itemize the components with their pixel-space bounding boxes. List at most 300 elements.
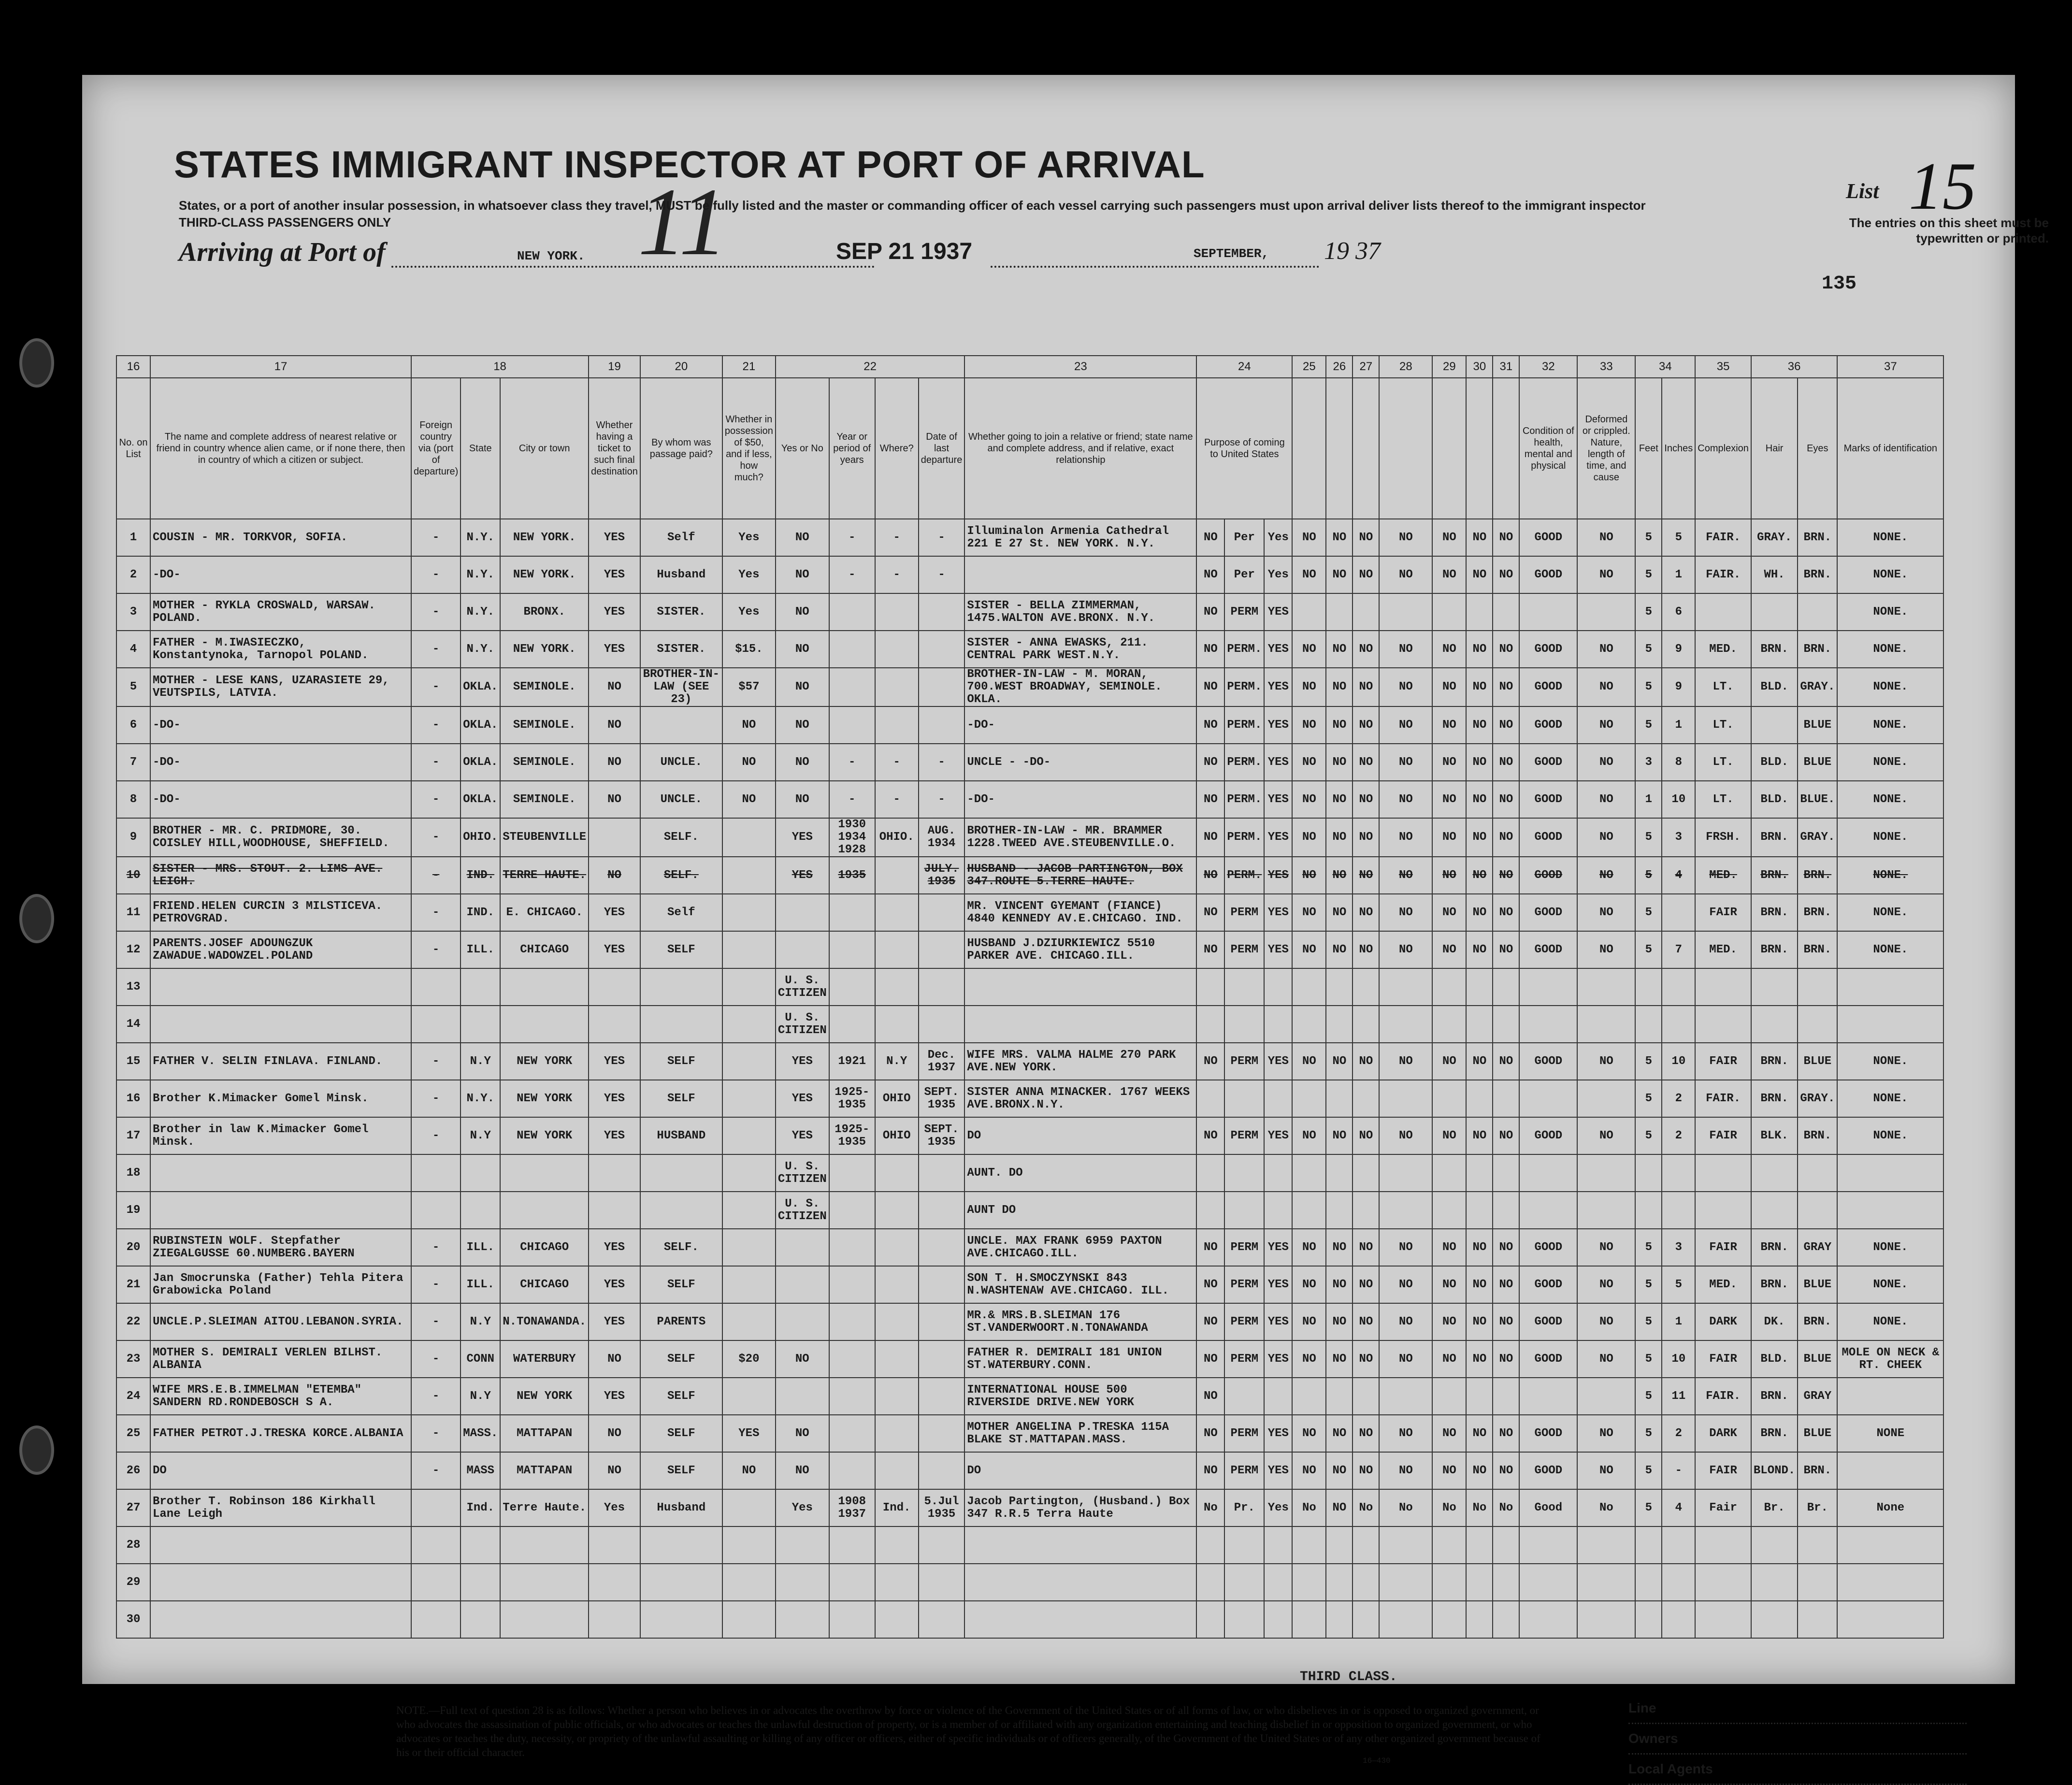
- cell-city: SEMINOLE.: [500, 781, 589, 818]
- cell-before-us: NO: [776, 1415, 829, 1452]
- cell-complexion: FAIR.: [1695, 519, 1751, 556]
- cell-purpose-a: NO: [1196, 1378, 1224, 1415]
- cell-city: SEMINOLE.: [500, 744, 589, 781]
- cell-q30: NO: [1466, 857, 1493, 894]
- cell-row-number: 22: [116, 1303, 150, 1340]
- cell-purpose-a: NO: [1196, 744, 1224, 781]
- cell-where: [875, 1378, 919, 1415]
- cell-date-departure: -: [919, 556, 965, 593]
- manifest-row: [116, 968, 1943, 1006]
- typewritten-note: The entries on this sheet must be typewritten or printed.: [1849, 216, 2049, 245]
- cell-q27: [1353, 1378, 1379, 1415]
- cell-eyes: BRN.: [1798, 631, 1837, 668]
- cell-q30: NO: [1466, 519, 1493, 556]
- cell-year-period: 1908 1937: [829, 1489, 875, 1526]
- cell-condition: [1519, 593, 1577, 631]
- cell-joining: SISTER ANNA MINACKER. 1767 WEEKS AVE.BRONX.N.Y.: [964, 1080, 1196, 1117]
- manifest-sheet: [82, 75, 2049, 1776]
- cell-money: [722, 857, 776, 894]
- cell-eyes: BLUE.: [1798, 781, 1837, 818]
- cell-before-us: YES: [776, 1117, 829, 1154]
- cell-hair: GRAY.: [1751, 519, 1798, 556]
- cell-condition: GOOD: [1519, 1415, 1577, 1452]
- manifest-row: [116, 593, 1943, 631]
- cell-q28: NO: [1379, 894, 1432, 931]
- cell-row-number: 24: [116, 1378, 150, 1415]
- cell-relative-address: [150, 1526, 411, 1564]
- cell-where: [875, 631, 919, 668]
- cell-q27: NO: [1353, 1229, 1379, 1266]
- cell-condition: GOOD: [1519, 1229, 1577, 1266]
- manifest-row: [116, 1192, 1943, 1229]
- cell-q29: NO: [1432, 1303, 1466, 1340]
- cell-height-feet: [1635, 968, 1662, 1006]
- owners-label: Owners: [1628, 1724, 1967, 1755]
- cell-city: SEMINOLE.: [500, 706, 589, 744]
- cell-money: [722, 1601, 776, 1638]
- cell-q30: [1466, 1378, 1493, 1415]
- cell-hair: Br.: [1751, 1489, 1798, 1526]
- cell-q31: [1493, 593, 1519, 631]
- cell-year-period: -: [829, 556, 875, 593]
- cell-q25: [1292, 1526, 1326, 1564]
- cell-height-feet: 5: [1635, 857, 1662, 894]
- cell-where: OHIO: [875, 1117, 919, 1154]
- cell-foreign-country: -: [411, 818, 460, 857]
- cell-passage-paid: [640, 1526, 722, 1564]
- cell-city: CHICAGO: [500, 1229, 589, 1266]
- cell-purpose-c: YES: [1264, 931, 1292, 968]
- cell-eyes: Br.: [1798, 1489, 1837, 1526]
- cell-ticket: YES: [589, 1266, 640, 1303]
- cell-eyes: BRN.: [1798, 857, 1837, 894]
- cell-row-number: 15: [116, 1043, 150, 1080]
- cell-marks: NONE.: [1837, 744, 1943, 781]
- cell-purpose-b: PERM.: [1224, 857, 1264, 894]
- cell-q28: No: [1379, 1489, 1432, 1526]
- list-number: 15: [1909, 149, 1976, 224]
- cell-q30: NO: [1466, 818, 1493, 857]
- cell-city: STEUBENVILLE: [500, 818, 589, 857]
- cell-where: -: [875, 781, 919, 818]
- cell-joining: DO: [964, 1452, 1196, 1489]
- cell-money: NO: [722, 706, 776, 744]
- cell-state: OKLA.: [460, 781, 500, 818]
- cell-passage-paid: SELF: [640, 1266, 722, 1303]
- cell-money: NO: [722, 781, 776, 818]
- cell-q30: NO: [1466, 1229, 1493, 1266]
- cell-ticket: YES: [589, 1229, 640, 1266]
- cell-q25: NO: [1292, 556, 1326, 593]
- cell-q29: [1432, 1006, 1466, 1043]
- cell-joining: HUSBAND J.DZIURKIEWICZ 5510 PARKER AVE. CHICAGO.ILL.: [964, 931, 1196, 968]
- cell-height-feet: 5: [1635, 1489, 1662, 1526]
- cell-year-period: [829, 931, 875, 968]
- cell-state: OHIO.: [460, 818, 500, 857]
- col-number-20: 20: [640, 356, 722, 378]
- cell-money: Yes: [722, 593, 776, 631]
- cell-height-inches: 5: [1662, 1266, 1695, 1303]
- cell-purpose-c: Yes: [1264, 556, 1292, 593]
- cell-q27: NO: [1353, 519, 1379, 556]
- cell-hair: BRN.: [1751, 857, 1798, 894]
- cell-q30: NO: [1466, 556, 1493, 593]
- cell-condition: [1519, 968, 1577, 1006]
- date-dotted-line: [991, 266, 1319, 268]
- cell-date-departure: [919, 1229, 965, 1266]
- cell-before-us: Yes: [776, 1489, 829, 1526]
- month-value: SEPTEMBER,: [1194, 246, 1269, 261]
- cell-foreign-country: -: [411, 556, 460, 593]
- cell-year-period: [829, 1006, 875, 1043]
- cell-q29: [1432, 593, 1466, 631]
- cell-eyes: GRAY: [1798, 1378, 1837, 1415]
- cell-eyes: [1798, 1601, 1837, 1638]
- cell-q31: [1493, 1526, 1519, 1564]
- cell-foreign-country: -: [411, 668, 460, 706]
- cell-purpose-c: YES: [1264, 1452, 1292, 1489]
- cell-q30: [1466, 1192, 1493, 1229]
- cell-where: [875, 706, 919, 744]
- cell-relative-address: Brother T. Robinson 186 Kirkhall Lane Leigh: [150, 1489, 411, 1526]
- cell-marks: NONE.: [1837, 706, 1943, 744]
- cell-relative-address: FATHER V. SELIN FINLAVA. FINLAND.: [150, 1043, 411, 1080]
- header-hair: Hair: [1751, 378, 1798, 519]
- cell-q29: NO: [1432, 1117, 1466, 1154]
- cell-purpose-c: [1264, 1154, 1292, 1192]
- cell-relative-address: DO: [150, 1452, 411, 1489]
- cell-q31: NO: [1493, 1415, 1519, 1452]
- cell-q28: NO: [1379, 1043, 1432, 1080]
- cell-q30: NO: [1466, 1117, 1493, 1154]
- header-deformed: Deformed or crippled. Nature, length of time, and cause: [1577, 378, 1635, 519]
- cell-purpose-b: PERM.: [1224, 744, 1264, 781]
- cell-deformed: NO: [1577, 1117, 1635, 1154]
- cell-q26: [1326, 1564, 1353, 1601]
- cell-q27: NO: [1353, 1303, 1379, 1340]
- cell-state: N.Y: [460, 1378, 500, 1415]
- manifest-row: [116, 818, 1943, 857]
- cell-marks: NONE.: [1837, 894, 1943, 931]
- cell-condition: GOOD: [1519, 744, 1577, 781]
- cell-relative-address: Jan Smocrunska (Father) Tehla Pitera Grabowicka Poland: [150, 1266, 411, 1303]
- cell-row-number: 20: [116, 1229, 150, 1266]
- cell-joining: [964, 1601, 1196, 1638]
- cell-foreign-country: -: [411, 857, 460, 894]
- cell-deformed: [1577, 593, 1635, 631]
- cell-before-us: U. S. CITIZEN: [776, 1006, 829, 1043]
- cell-ticket: YES: [589, 894, 640, 931]
- cell-deformed: [1577, 1601, 1635, 1638]
- cell-passage-paid: SELF: [640, 1043, 722, 1080]
- cell-purpose-b: PERM.: [1224, 706, 1264, 744]
- cell-q28: NO: [1379, 857, 1432, 894]
- cell-where: [875, 1452, 919, 1489]
- cell-q26: NO: [1326, 781, 1353, 818]
- cell-ticket: NO: [589, 744, 640, 781]
- cell-q31: NO: [1493, 781, 1519, 818]
- manifest-row: [116, 631, 1943, 668]
- cell-complexion: FAIR: [1695, 894, 1751, 931]
- cell-q26: [1326, 1006, 1353, 1043]
- manifest-row: [116, 1526, 1943, 1564]
- cell-marks: [1837, 1526, 1943, 1564]
- cell-city: NEW YORK.: [500, 556, 589, 593]
- cell-row-number: 28: [116, 1526, 150, 1564]
- cell-ticket: NO: [589, 706, 640, 744]
- cell-height-inches: -: [1662, 1452, 1695, 1489]
- cell-purpose-b: [1224, 1601, 1264, 1638]
- cell-height-inches: 7: [1662, 931, 1695, 968]
- cell-purpose-b: Per: [1224, 556, 1264, 593]
- header-feet: Feet: [1635, 378, 1662, 519]
- cell-relative-address: SISTER - MRS. STOUT. 2. LIMS AVE. LEIGH.: [150, 857, 411, 894]
- col-number-33: 33: [1577, 356, 1635, 378]
- cell-passage-paid: SELF: [640, 1378, 722, 1415]
- cell-q27: NO: [1353, 894, 1379, 931]
- cell-foreign-country: [411, 1489, 460, 1526]
- cell-q25: [1292, 1154, 1326, 1192]
- cell-before-us: NO: [776, 593, 829, 631]
- cell-q30: NO: [1466, 781, 1493, 818]
- cell-row-number: 7: [116, 744, 150, 781]
- list-label: List: [1846, 179, 1879, 203]
- cell-state: N.Y: [460, 1117, 500, 1154]
- cell-height-feet: 5: [1635, 1378, 1662, 1415]
- cell-passage-paid: [640, 1154, 722, 1192]
- cell-money: [722, 1526, 776, 1564]
- cell-passage-paid: SELF: [640, 1340, 722, 1378]
- cell-city: CHICAGO: [500, 931, 589, 968]
- cell-purpose-c: YES: [1264, 593, 1292, 631]
- cell-q31: [1493, 1378, 1519, 1415]
- cell-state: Ind.: [460, 1489, 500, 1526]
- cell-year-period: [829, 1526, 875, 1564]
- col-number-26: 26: [1326, 356, 1353, 378]
- cell-passage-paid: SISTER.: [640, 593, 722, 631]
- cell-date-departure: [919, 1303, 965, 1340]
- cell-state: N.Y.: [460, 1080, 500, 1117]
- cell-relative-address: PARENTS.JOSEF ADOUNGZUK ZAWADUE.WADOWZEL.POLAND: [150, 931, 411, 968]
- cell-hair: BRN.: [1751, 631, 1798, 668]
- cell-joining: [964, 1564, 1196, 1601]
- cell-row-number: 19: [116, 1192, 150, 1229]
- passenger-class-text: THIRD-CLASS PASSENGERS ONLY: [179, 215, 391, 230]
- cell-q28: [1379, 1192, 1432, 1229]
- cell-hair: BRN.: [1751, 1266, 1798, 1303]
- cell-deformed: NO: [1577, 631, 1635, 668]
- cell-ticket: [589, 968, 640, 1006]
- cell-condition: GOOD: [1519, 668, 1577, 706]
- cell-height-feet: [1635, 1564, 1662, 1601]
- cell-height-feet: 5: [1635, 1117, 1662, 1154]
- cell-q29: [1432, 1564, 1466, 1601]
- cell-row-number: 2: [116, 556, 150, 593]
- cell-purpose-b: PERM: [1224, 1452, 1264, 1489]
- cell-eyes: GRAY.: [1798, 668, 1837, 706]
- header-relative: The name and complete address of nearest relative or friend in country whence alien came, or if none there, then in country of which a citizen or subject.: [150, 378, 411, 519]
- col-number-35: 35: [1695, 356, 1751, 378]
- cell-date-departure: [919, 1154, 965, 1192]
- cell-q25: NO: [1292, 894, 1326, 931]
- cell-purpose-a: [1196, 1154, 1224, 1192]
- cell-joining: WIFE MRS. VALMA HALME 270 PARK AVE.NEW YORK.: [964, 1043, 1196, 1080]
- cell-purpose-c: [1264, 1378, 1292, 1415]
- cell-year-period: [829, 968, 875, 1006]
- cell-q25: [1292, 1378, 1326, 1415]
- cell-hair: BRN.: [1751, 1043, 1798, 1080]
- cell-date-departure: [919, 631, 965, 668]
- cell-date-departure: [919, 931, 965, 968]
- cell-money: $15.: [722, 631, 776, 668]
- header-q29: [1432, 378, 1466, 519]
- cell-where: [875, 1564, 919, 1601]
- cell-city: MATTAPAN: [500, 1415, 589, 1452]
- cell-q28: [1379, 1526, 1432, 1564]
- cell-complexion: FAIR: [1695, 1117, 1751, 1154]
- cell-state: ILL.: [460, 931, 500, 968]
- cell-q28: [1379, 1601, 1432, 1638]
- cell-relative-address: MOTHER - LESE KANS, UZARASIETE 29, VEUTSPILS, LATVIA.: [150, 668, 411, 706]
- cell-state: N.Y: [460, 1303, 500, 1340]
- manifest-table: [116, 355, 1944, 1639]
- cell-money: [722, 1080, 776, 1117]
- cell-before-us: NO: [776, 519, 829, 556]
- cell-date-departure: JULY. 1935: [919, 857, 965, 894]
- cell-q28: [1379, 1006, 1432, 1043]
- cell-row-number: 5: [116, 668, 150, 706]
- header-q28: [1379, 378, 1432, 519]
- cell-before-us: NO: [776, 744, 829, 781]
- cell-q26: NO: [1326, 1415, 1353, 1452]
- cell-condition: GOOD: [1519, 1303, 1577, 1340]
- header-state: State: [460, 378, 500, 519]
- cell-where: [875, 931, 919, 968]
- cell-joining: [964, 556, 1196, 593]
- cell-marks: NONE.: [1837, 593, 1943, 631]
- cell-complexion: LT.: [1695, 668, 1751, 706]
- cell-row-number: 16: [116, 1080, 150, 1117]
- instructions-text: States, or a port of another insular possession, in whatsoever class they travel, MUST be fully listed and the master or commanding officer of each vessel carrying such passengers must upon arrival deliver lists thereof to the immigrant inspector: [179, 198, 1646, 213]
- cell-joining: INTERNATIONAL HOUSE 500 RIVERSIDE DRIVE.NEW YORK: [964, 1378, 1196, 1415]
- cell-relative-address: [150, 1192, 411, 1229]
- cell-q26: NO: [1326, 1489, 1353, 1526]
- cell-joining: [964, 1006, 1196, 1043]
- cell-row-number: 3: [116, 593, 150, 631]
- cell-q27: NO: [1353, 781, 1379, 818]
- cell-q29: [1432, 1378, 1466, 1415]
- cell-money: [722, 1303, 776, 1340]
- cell-foreign-country: [411, 1564, 460, 1601]
- cell-purpose-c: YES: [1264, 1043, 1292, 1080]
- cell-purpose-a: NO: [1196, 818, 1224, 857]
- cell-height-inches: 9: [1662, 668, 1695, 706]
- cell-q25: NO: [1292, 781, 1326, 818]
- cell-purpose-c: YES: [1264, 1266, 1292, 1303]
- cell-eyes: [1798, 593, 1837, 631]
- cell-ticket: YES: [589, 593, 640, 631]
- cell-q27: [1353, 1154, 1379, 1192]
- cell-passage-paid: Self: [640, 894, 722, 931]
- cell-deformed: NO: [1577, 1452, 1635, 1489]
- cell-q29: NO: [1432, 744, 1466, 781]
- cell-where: N.Y: [875, 1043, 919, 1080]
- cell-foreign-country: -: [411, 1340, 460, 1378]
- cell-year-period: [829, 1192, 875, 1229]
- cell-row-number: 27: [116, 1489, 150, 1526]
- manifest-row: [116, 556, 1943, 593]
- cell-purpose-a: NO: [1196, 1266, 1224, 1303]
- cell-ticket: NO: [589, 1452, 640, 1489]
- cell-state: MASS.: [460, 1415, 500, 1452]
- cell-condition: [1519, 1564, 1577, 1601]
- cell-marks: [1837, 1154, 1943, 1192]
- cell-purpose-a: [1196, 1564, 1224, 1601]
- cell-state: [460, 1006, 500, 1043]
- cell-purpose-c: YES: [1264, 818, 1292, 857]
- cell-before-us: [776, 1526, 829, 1564]
- cell-money: Yes: [722, 519, 776, 556]
- header-complexion: Complexion: [1695, 378, 1751, 519]
- cell-q31: NO: [1493, 1340, 1519, 1378]
- cell-ticket: Yes: [589, 1489, 640, 1526]
- cell-q30: [1466, 1564, 1493, 1601]
- cell-joining: SISTER - ANNA EWASKS, 211. CENTRAL PARK WEST.N.Y.: [964, 631, 1196, 668]
- cell-before-us: [776, 1564, 829, 1601]
- cell-passage-paid: [640, 706, 722, 744]
- manifest-row: [116, 857, 1943, 894]
- cell-q28: NO: [1379, 744, 1432, 781]
- cell-eyes: [1798, 968, 1837, 1006]
- cell-before-us: U. S. CITIZEN: [776, 1154, 829, 1192]
- cell-purpose-c: Yes: [1264, 1489, 1292, 1526]
- cell-passage-paid: [640, 1564, 722, 1601]
- cell-q25: NO: [1292, 1340, 1326, 1378]
- cell-hair: [1751, 1006, 1798, 1043]
- header-condition: Condition of health, mental and physical: [1519, 378, 1577, 519]
- cell-complexion: [1695, 1601, 1751, 1638]
- cell-purpose-a: [1196, 1601, 1224, 1638]
- cell-condition: GOOD: [1519, 781, 1577, 818]
- cell-q29: NO: [1432, 1415, 1466, 1452]
- cell-q26: NO: [1326, 1303, 1353, 1340]
- cell-where: [875, 857, 919, 894]
- cell-q28: NO: [1379, 1303, 1432, 1340]
- cell-purpose-c: YES: [1264, 744, 1292, 781]
- cell-money: [722, 1266, 776, 1303]
- cell-height-inches: 1: [1662, 706, 1695, 744]
- cell-where: [875, 1303, 919, 1340]
- cell-foreign-country: -: [411, 593, 460, 631]
- cell-purpose-b: [1224, 1080, 1264, 1117]
- cell-condition: GOOD: [1519, 1452, 1577, 1489]
- cell-q31: NO: [1493, 1266, 1519, 1303]
- cell-complexion: MED.: [1695, 931, 1751, 968]
- cell-foreign-country: -: [411, 1266, 460, 1303]
- cell-q31: NO: [1493, 1229, 1519, 1266]
- cell-condition: [1519, 1526, 1577, 1564]
- cell-hair: BLD.: [1751, 744, 1798, 781]
- cell-condition: [1519, 1154, 1577, 1192]
- cell-deformed: NO: [1577, 857, 1635, 894]
- cell-q30: [1466, 968, 1493, 1006]
- cell-q29: NO: [1432, 1266, 1466, 1303]
- cell-deformed: NO: [1577, 781, 1635, 818]
- cell-foreign-country: -: [411, 1117, 460, 1154]
- cell-q30: No: [1466, 1489, 1493, 1526]
- cell-city: N.TONAWANDA.: [500, 1303, 589, 1340]
- cell-q30: [1466, 1006, 1493, 1043]
